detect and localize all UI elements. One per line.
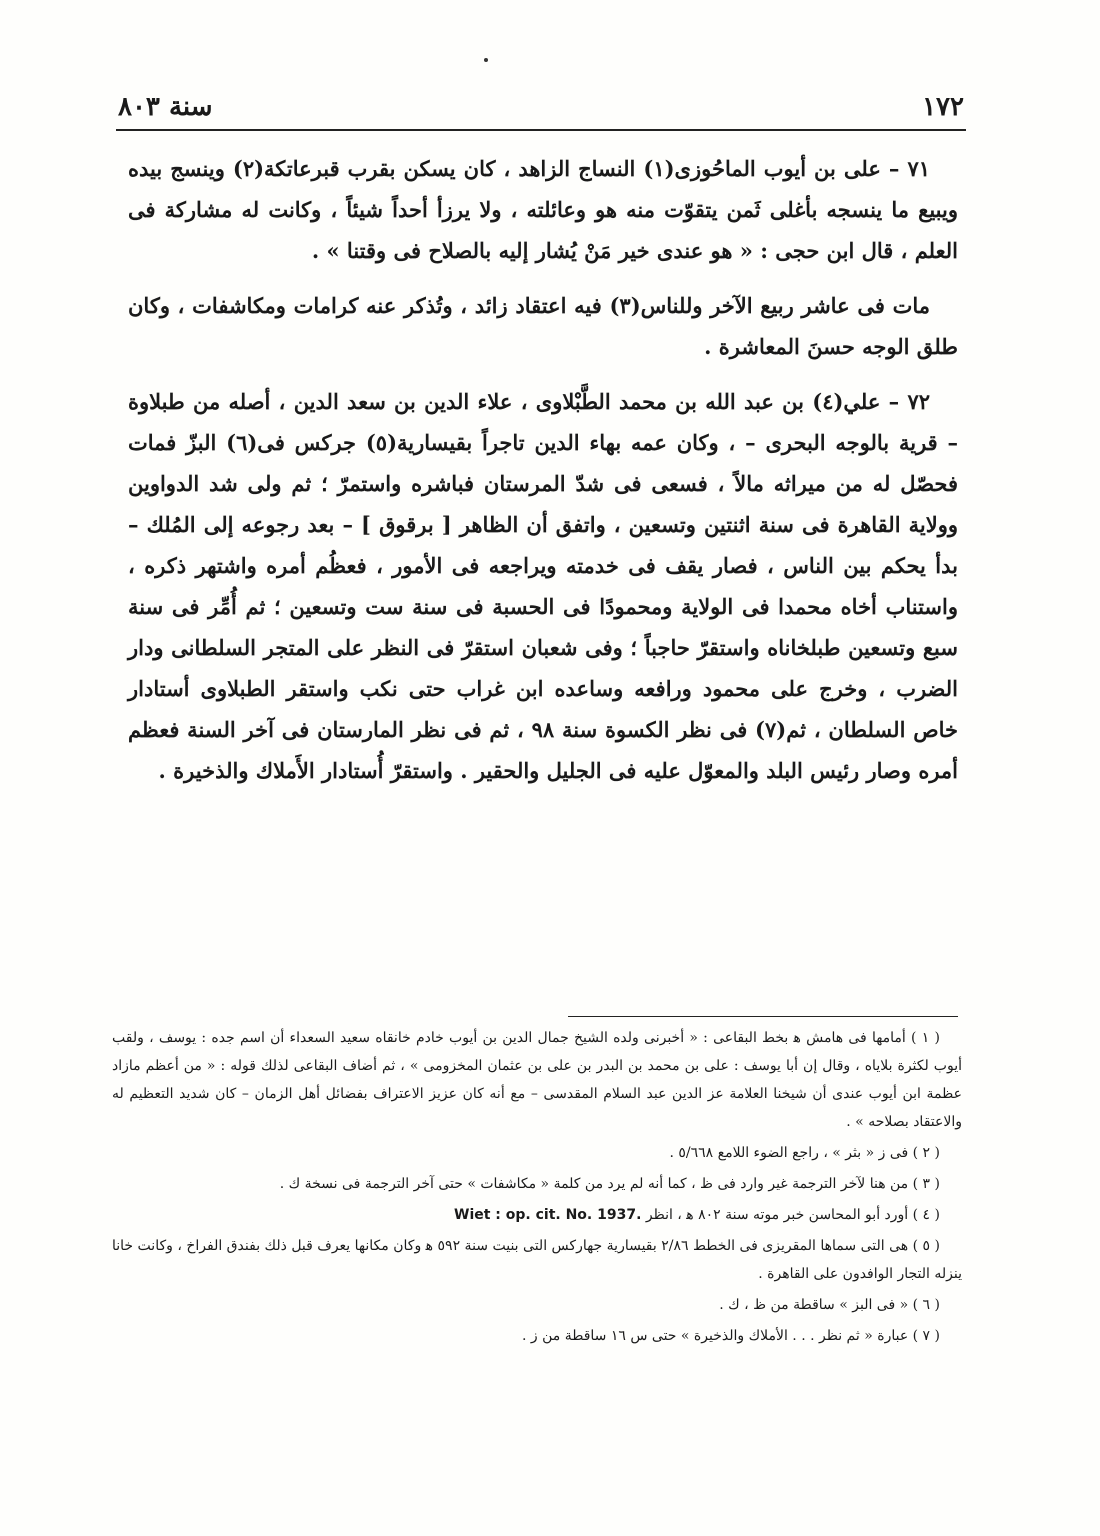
- page-number: ١٧٢: [922, 92, 964, 122]
- entry-71-paragraph: ٧١ – على بن أيوب الماحُوزى(١) النساج الزاهد ، كان يسكن بقرب قبرعاتكة(٢) وينسج بيده ويبيع ما ينسجه بأغلى ثَمن يتقوّت منه هو وعائلته ، ولا يرزأ أحداً شيئاً ، وكانت له مشاركة فى العلم ، قال ابن حجى : « هو عندى خير مَنْ يُشار إليه بالصلاح فى وقتنا » .: [128, 156, 958, 263]
- header-rule: [116, 129, 966, 131]
- running-title: سنة ٨٠٣: [118, 92, 213, 122]
- footnote-1: ( ١ ) أمامها فى هامش ﻫ بخط البقاعى : « أخبرنى ولده الشيخ جمال الدين بن أيوب خادم خانقاه سعيد السعداء أن اسم جده : يوسف ، ولقب أيوب لكثرة بلاياه ، وقال إن أبا يوسف : على بن محمد بن البدر بن على بن عثمان المخزومى » ، ثم أضاف البقاعى لذلك قوله : « من أعظم مازاد عظمة ابن أيوب عندى أن شيخنا العلامة عز الدين عبد السلام المقدسى – مع أنه كان عزيز الاعتراف بفضائل أهل الزمان – كان شديد التعظيم له والاعتقاد بصلاحه » .: [112, 1030, 962, 1130]
- footnote-7: ( ٧ ) عبارة « ثم نظر . . . الأملاك والذخيرة » حتى س ١٦ ساقطة من ز .: [522, 1328, 940, 1344]
- footnote-3: ( ٣ ) من هنا لآخر الترجمة غير وارد فى ظ ، كما أنه لم يرد من كلمة « مكاشفات » حتى آخر الترجمة فى نسخة ك .: [279, 1176, 940, 1192]
- footnote-4-text: ( ٤ ) أورد أبو المحاسن خبر موته سنة ٨٠٢ ﻫ ، انظر: [645, 1207, 940, 1223]
- entry-72-paragraph: ٧٢ – علي(٤) بن عبد الله بن محمد الطَّبْلاوى ، علاء الدين بن سعد الدين ، أصله من طبلاوة – قرية بالوجه البحرى – ، وكان عمه بهاء الدين تاجراً بقيسارية(٥) جركس فى(٦) البزّ فمات فحصّل له من ميراثه مالاً ، فسعى فى شدّ المرستان فباشره واستمرّ ؛ ثم ولى شد الدواوين وولاية القاهرة فى سنة اثنتين وتسعين ، واتفق أن الظاهر [ برقوق ] – بعد رجوعه إلى المُلك – بدأ يحكم بين الناس ، فصار يقف فى خدمته ويراجعه فى الأمور ، فعظُم أمره واشتهر ذكره ، واستناب أخاه محمدا فى الولاية ومحمودًا فى الحسبة فى سنة ست وتسعين ؛ ثم أُمِّر فى سنة سبع وتسعين طبلخاناه واستقرّ حاجباً ؛ وفى شعبان استقرّ فى النظر على المتجر السلطانى ودار الضرب ، وخرج على محمود ورافعه وساعده ابن غراب حتى نكب واستقر الطبلاوى أستادار خاص السلطان ، ثم(٧) فى نظر الكسوة سنة ٩٨ ، ثم فى نظر المارستان فى آخر السنة فعظم أمره وصار رئيس البلد والمعوّل عليه فى الجليل والحقير . واستقرّ أُستادار الأَملاك والذخيرة .: [128, 389, 959, 783]
- footnote-2: ( ٢ ) فى ز « بثر » ، راجع الضوء اللامع ٥/٦٦٨ .: [669, 1145, 940, 1161]
- footnotes: [112, 1024, 962, 1353]
- footnote-4-citation: Wiet : op. cit. No. 1937.: [454, 1207, 642, 1223]
- page-header: [118, 88, 964, 128]
- main-text: [128, 148, 958, 805]
- footnote-4: [112, 1201, 962, 1229]
- print-speck: [484, 58, 488, 62]
- footnote-6: ( ٦ ) « فى البز » ساقطة من ظ ، ك .: [719, 1297, 940, 1313]
- footnote-rule: [568, 1016, 958, 1017]
- footnote-5: ( ٥ ) هى التى سماها المقريزى فى الخطط ٢/٨٦ بقيسارية جهاركس التى بنيت سنة ٥٩٢ ﻫ وكان مكانها يعرف قبل ذلك بفندق الفراخ ، وكانت خانا ينزله التجار الوافدون على القاهرة .: [112, 1238, 962, 1282]
- entry-71-death-paragraph: مات فى عاشر ربيع الآخر وللناس(٣) فيه اعتقاد زائد ، وتُذكر عنه كرامات ومكاشفات ، وكان طلق الوجه حسنَ المعاشرة .: [128, 293, 958, 359]
